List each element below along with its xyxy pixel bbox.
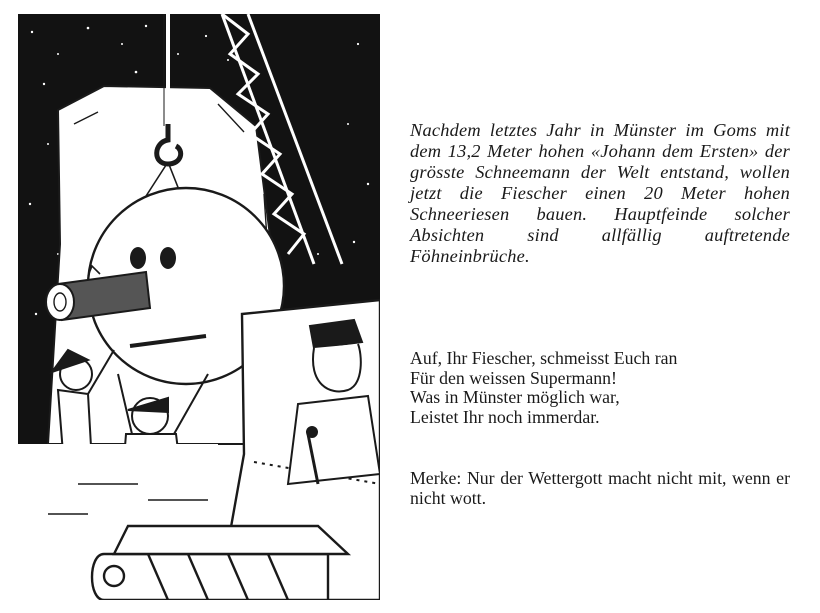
- note-text: Merke: Nur der Wettergott macht nicht mit, wenn er nicht wott.: [410, 468, 790, 508]
- left-eye: [130, 247, 146, 269]
- verse-line: Für den weissen Supermann!: [410, 367, 617, 388]
- verse: [410, 349, 790, 427]
- verse-line: Auf, Ihr Fiescher, schmeisst Euch ran: [410, 348, 678, 368]
- caption-paragraph: [410, 120, 790, 267]
- verse-line: Was in Münster möglich war,: [410, 387, 620, 407]
- cartoon-illustration: [18, 14, 380, 600]
- caterpillar-track: [92, 526, 348, 600]
- right-eye: [160, 247, 176, 269]
- verse-line: Leistet Ihr noch immerdar.: [410, 406, 600, 427]
- note-paragraph: [410, 468, 790, 508]
- caption-text: Nachdem letztes Jahr in Münster im Goms mit dem 13,2 Meter hohen «Johann dem Ersten» der grösste Schneemann der Welt entstand, wollen jetzt die Fiescher einen 20 Meter hohen Schneeriesen bauen. Hauptfeinde solcher Absichten sind allfällig auftretende Föhneinbrüche.: [410, 120, 790, 266]
